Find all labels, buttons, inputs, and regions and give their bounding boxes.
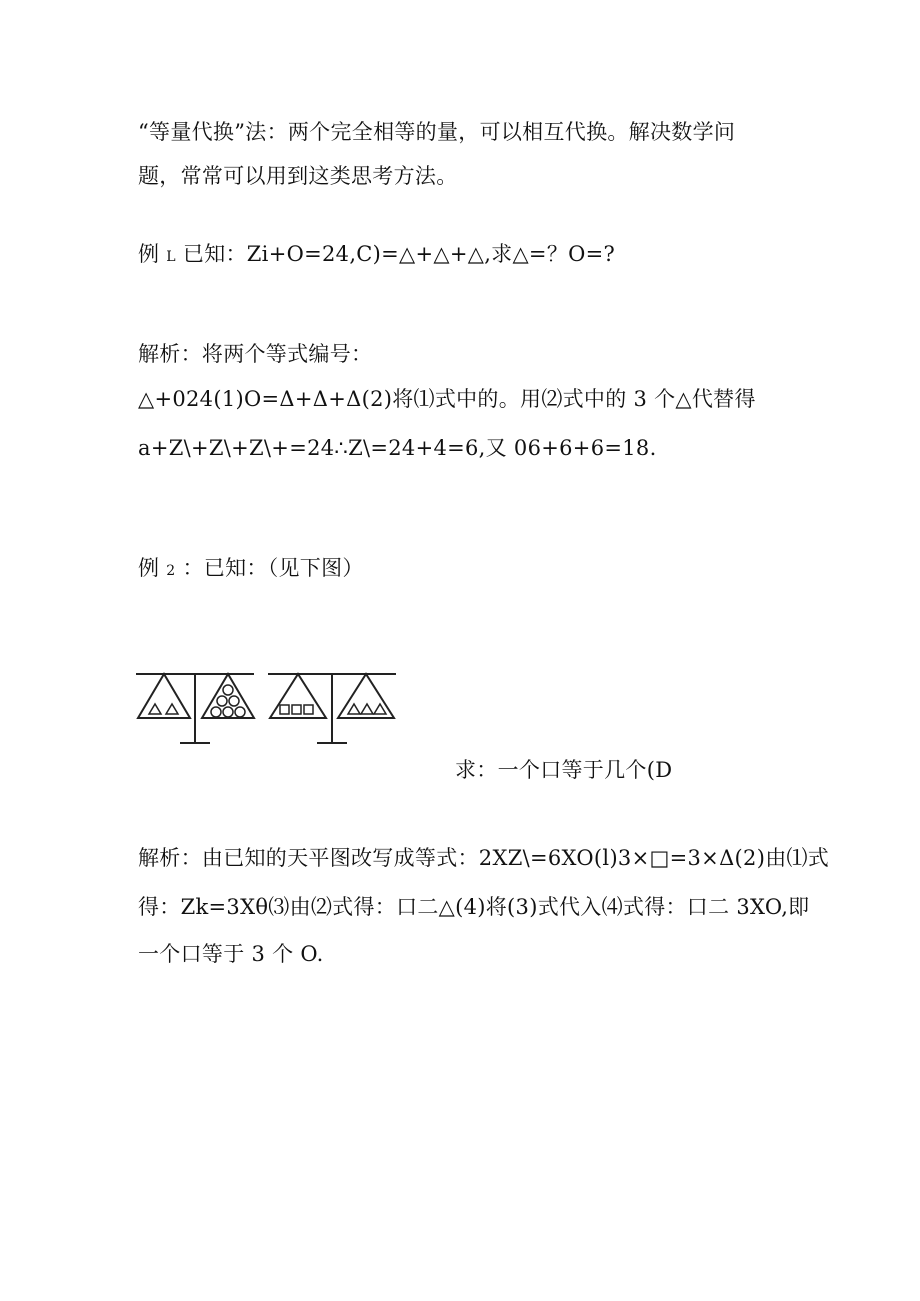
example-1 bbox=[138, 240, 615, 271]
example-2-number: 2 bbox=[166, 563, 176, 579]
example-1-prefix: 例 bbox=[138, 242, 160, 266]
scale-1-left-shapes bbox=[149, 704, 178, 714]
analysis-2-line-2: 得：Zk=3Xθ⑶由⑵式得：口二△(4)将(3)式代入⑷式得：口二 3XO,即 bbox=[138, 895, 810, 919]
circle-shape bbox=[211, 707, 221, 717]
triangle-shape bbox=[149, 704, 161, 714]
scale-2-right-shapes bbox=[348, 704, 386, 714]
triangle-shape bbox=[348, 704, 360, 714]
balance-scales-figure bbox=[136, 666, 406, 748]
circle-shape bbox=[235, 707, 245, 717]
square-shape bbox=[304, 705, 313, 714]
balance-scale-2 bbox=[268, 674, 396, 743]
triangle-shape bbox=[361, 704, 373, 714]
analysis-2-line-3: 一个口等于 3 个 O. bbox=[138, 942, 324, 966]
scale-2-left-shapes bbox=[280, 705, 313, 714]
scale-1-right-pan bbox=[202, 674, 254, 718]
question-text: 求：一个口等于几个(D bbox=[455, 758, 673, 782]
analysis-2-line-1: 解析：由已知的天平图改写成等式：2XZ\=6XO(l)3×□=3×Δ(2)由⑴式 bbox=[138, 846, 830, 870]
circle-shape bbox=[229, 696, 239, 706]
example-1-number: L bbox=[166, 249, 176, 265]
analysis-1-line-2: △+024(1)O=Δ+Δ+Δ(2)将⑴式中的。用⑵式中的 3 个△代替得 bbox=[138, 387, 756, 411]
scale-2-right-pan bbox=[338, 674, 394, 718]
circle-shape bbox=[217, 696, 227, 706]
intro-line-1: “等量代换”法：两个完全相等的量，可以相互代换。解决数学问 bbox=[138, 120, 736, 144]
analysis-1-line-1: 解析：将两个等式编号： bbox=[138, 342, 373, 366]
balance-scale-1 bbox=[136, 674, 254, 743]
analysis-1-line-3: a+Z\+Z\+Z\+=24∴Z\=24+4=6,又 06+6+6=18. bbox=[138, 436, 657, 460]
square-shape bbox=[280, 705, 289, 714]
triangle-shape bbox=[374, 704, 386, 714]
scale-2-left-pan bbox=[270, 674, 326, 718]
example-1-text: 已知：Zi+O=24,C)=△+△+△,求△=？O=? bbox=[182, 242, 616, 266]
example-2 bbox=[138, 554, 364, 585]
scale-1-right-shapes bbox=[211, 685, 245, 717]
circle-shape bbox=[223, 707, 233, 717]
intro-line-2: 题，常常可以用到这类思考方法。 bbox=[138, 164, 458, 188]
scale-1-left-pan bbox=[138, 674, 190, 718]
circle-shape bbox=[223, 685, 233, 695]
example-2-prefix: 例 bbox=[138, 556, 160, 580]
triangle-shape bbox=[166, 704, 178, 714]
square-shape bbox=[292, 705, 301, 714]
example-2-text: ：已知：（见下图） bbox=[182, 556, 364, 580]
